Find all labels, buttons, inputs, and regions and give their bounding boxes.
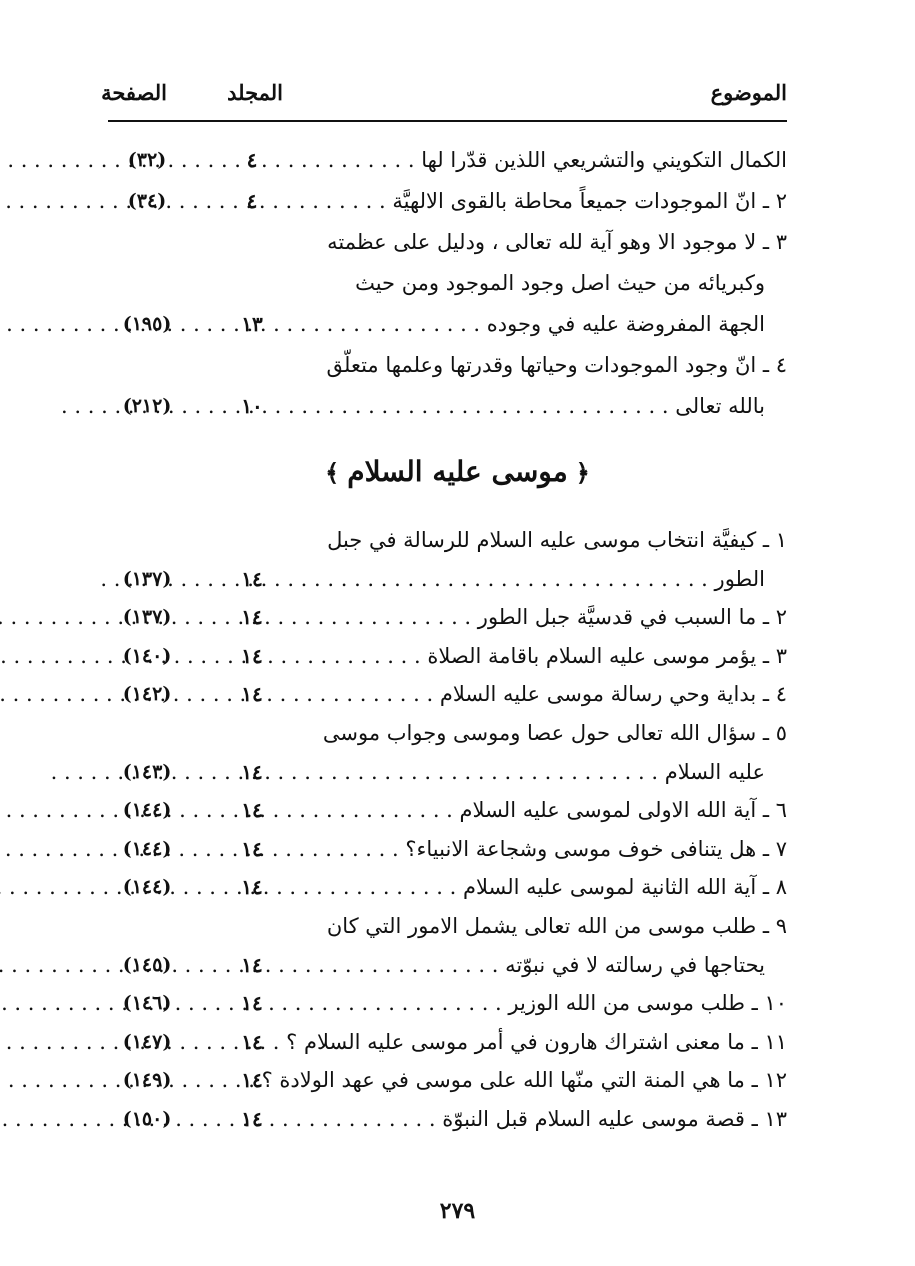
toc-entry-line [327, 1101, 787, 1137]
toc-entry-line [305, 306, 765, 342]
toc-entry-line [286, 1024, 787, 1060]
toc-entry-text: ٨ ـ آية الله الثانية لموسى عليه السلام [462, 875, 787, 900]
toc-entry-text: ٢ ـ انّ الموجودات جميعاً محاطة بالقوى الالهيَّة [392, 189, 787, 213]
toc-entry-text: الكمال التكويني والتشريعي اللذين قدّرا لها [421, 148, 787, 172]
toc-entry-text: ٩ ـ طلب موسى من الله تعالى يشمل الامور التي كان [326, 914, 787, 938]
toc-entry-text: الجهة المفروضة عليه في وجوده [486, 312, 765, 336]
toc-entry-text: ٣ ـ لا موجود الا وهو آية لله تعالى ، ودليل على عظمته [327, 230, 787, 254]
toc-entry-text: ١٠ ـ طلب موسى من الله الوزير [508, 991, 787, 1016]
toc-entry-volume: ١٤ [241, 991, 263, 1016]
toc-entry-volume: ٤ [246, 148, 258, 172]
toc-entry-line [327, 183, 787, 219]
toc-entry-page: (٣٤) [127, 190, 167, 212]
toc-entry-text: ٤ ـ بداية وحي رسالة موسى عليه السلام [439, 682, 787, 707]
section-title-text: موسى عليه السلام [347, 455, 568, 488]
toc-entry-text: الطور [714, 566, 765, 591]
toc-entry-line [327, 908, 787, 944]
header-topic: الموضوع [710, 80, 787, 105]
ornament-close: ﴾ [325, 458, 340, 487]
toc-entry-page: (٢١٢) [122, 395, 172, 417]
page-number: ٢٧٩ [439, 1198, 476, 1224]
toc-entry-page: (١٤٤) [122, 799, 172, 822]
ornament-open: ﴿ [575, 458, 590, 487]
toc-entry-volume: ١٤ [241, 759, 263, 784]
toc-entry-line [327, 869, 787, 905]
toc-entry-line [327, 638, 787, 674]
header-page: الصفحة [101, 80, 167, 105]
toc-entry-page: (١٤٧) [122, 1030, 172, 1053]
header-volume: المجلد [227, 80, 283, 105]
toc-entry-page: (١٥٠) [122, 1108, 172, 1130]
toc-entry-page: (١٣٧) [122, 567, 172, 590]
toc-entry-line [327, 831, 787, 867]
toc-entry-text: بالله تعالى [675, 394, 765, 418]
toc-entry-text: ٦ ـ آية الله الاولى لموسى عليه السلام [459, 798, 787, 823]
toc-entry-volume: ١٣ [241, 312, 263, 336]
toc-entry-text: ٤ ـ انّ وجود الموجودات وحياتها وقدرتها وعلمها متعلّق [326, 353, 787, 377]
section-title [0, 452, 915, 493]
toc-entry-line [327, 522, 787, 558]
toc-entry-page: (١٤٢) [122, 683, 172, 706]
toc-entry-text: ٥ ـ سؤال الله تعالى حول عصا وموسى وجواب موسى [322, 721, 787, 745]
toc-entry-text: يحتاجها في رسالته لا في نبوّته [505, 952, 765, 977]
toc-entry-page: (١٤٠) [122, 644, 172, 667]
toc-entry-volume: ١٤ [241, 1107, 263, 1131]
toc-entry-line [305, 947, 765, 983]
toc-entry-line [327, 599, 787, 635]
toc-entry-volume: ١٤ [241, 798, 263, 823]
toc-entry-volume: ١٤ [241, 682, 263, 707]
toc-entry-page: (٣٢) [127, 149, 167, 171]
toc-entry-line [305, 754, 765, 790]
toc-entry-text: ٧ ـ هل يتنافى خوف موسى وشجاعة الانبياء؟ [405, 836, 787, 861]
toc-entry-line [322, 715, 787, 751]
toc-entry-page: (١٤٦) [122, 992, 172, 1015]
toc-entry-line [305, 388, 765, 424]
toc-entry-page: (١٤٥) [122, 953, 172, 976]
toc-entry-text: ٢ ـ ما السبب في قدسيَّة جبل الطور [477, 605, 787, 630]
toc-entry-volume: ١٤ [241, 1029, 263, 1054]
toc-entry-page: (١٤٤) [122, 837, 172, 860]
toc-entry-line [327, 985, 787, 1021]
toc-entry-volume: ١٤ [241, 566, 263, 591]
header-rule [108, 120, 787, 122]
toc-entry-text: ١١ ـ ما معنى اشتراك هارون في أمر موسى عليه السلام ؟ [286, 1029, 787, 1054]
toc-entry-volume: ١٤ [241, 1068, 263, 1093]
toc-entry-text: عليه السلام [664, 759, 765, 784]
toc-entry-line [327, 347, 787, 383]
toc-entry-text: ١ ـ كيفيَّة انتخاب موسى عليه السلام للرسالة في جبل [327, 528, 787, 552]
toc-entry-line [305, 561, 765, 597]
toc-entry-volume: ١٤ [241, 952, 263, 977]
toc-entry-page: (١٤٩) [122, 1069, 172, 1092]
toc-entry-text: ١٢ ـ ما هي المنة التي منّها الله على موسى في عهد الولادة ؟ [261, 1068, 787, 1093]
toc-entry-volume: ١٤ [241, 875, 263, 900]
toc-entry-line [327, 676, 787, 712]
toc-entry-text: ٣ ـ يؤمر موسى عليه السلام باقامة الصلاة [427, 643, 787, 668]
toc-entry-line [261, 1062, 787, 1098]
toc-entry-page: (١٣٧) [122, 606, 172, 629]
toc-entry-line [327, 792, 787, 828]
toc-entry-page: (١٩٥) [122, 313, 172, 335]
toc-entry-page: (١٤٤) [122, 876, 172, 899]
toc-entry-page: (١٤٣) [122, 760, 172, 783]
toc-entry-text: ١٣ ـ قصة موسى عليه السلام قبل النبوّة [442, 1107, 787, 1131]
toc-entry-volume: ١٤ [241, 605, 263, 630]
toc-entry-line [327, 224, 787, 260]
toc-entry-text: وكبريائه من حيث اصل وجود الموجود ومن حيث [355, 271, 765, 295]
toc-entry-volume: ١٤ [241, 836, 263, 861]
toc-entry-volume: ١٤ [241, 643, 263, 668]
toc-entry-volume: ٤ [246, 189, 258, 213]
toc-entry-line [327, 142, 787, 178]
toc-entry-volume: ١٠ [241, 394, 263, 418]
toc-entry-line [305, 265, 765, 301]
